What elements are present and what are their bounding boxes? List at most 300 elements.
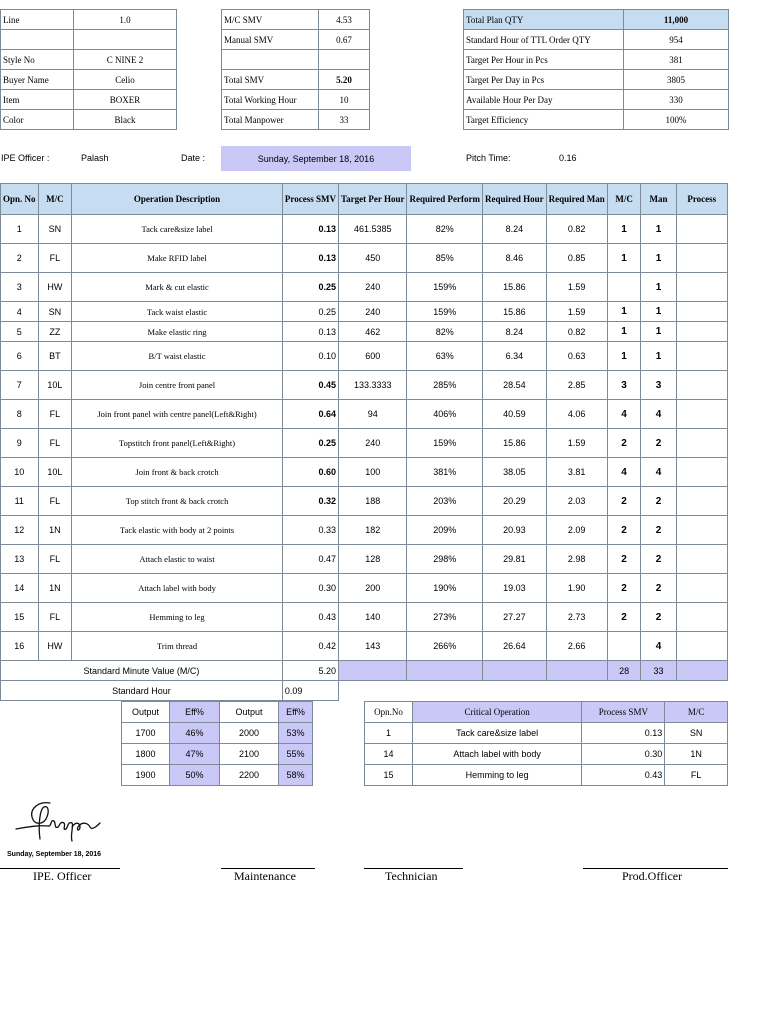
process-smv: 0.43 <box>282 603 338 632</box>
critical-smv: 0.13 <box>582 723 665 744</box>
process-smv: 0.32 <box>282 487 338 516</box>
column-header: M/C <box>607 184 641 215</box>
target-per-hour: 128 <box>338 545 407 574</box>
info-value: BOXER <box>74 90 177 110</box>
info-value: Black <box>74 110 177 130</box>
column-header: M/C <box>38 184 72 215</box>
required-hour: 19.03 <box>483 574 547 603</box>
efficiency-percent: 58% <box>279 765 313 786</box>
required-hour: 8.24 <box>483 322 547 342</box>
mc-count: 4 <box>607 458 641 487</box>
critical-operation: Tack care&size label <box>412 723 582 744</box>
info-row <box>464 70 729 90</box>
info-value: 11,000 <box>624 10 729 30</box>
critical-row <box>365 723 728 744</box>
machine-type: FL <box>38 487 72 516</box>
info-label: Total SMV <box>222 70 319 90</box>
opn-no: 12 <box>1 516 39 545</box>
required-hour: 20.29 <box>483 487 547 516</box>
operation-row <box>1 603 728 632</box>
required-perform: 203% <box>407 487 483 516</box>
required-hour: 15.86 <box>483 302 547 322</box>
process-smv: 0.64 <box>282 400 338 429</box>
critical-opn-no: 14 <box>365 744 413 765</box>
required-perform: 159% <box>407 429 483 458</box>
operation-description: Top stitch front & back crotch <box>72 487 283 516</box>
efficiency-header: Eff% <box>279 702 313 723</box>
style-info-body <box>1 10 177 130</box>
standard-hour-value: 0.09 <box>282 681 338 701</box>
info-label: Item <box>1 90 74 110</box>
column-header: Required Perform <box>407 184 483 215</box>
required-perform: 63% <box>407 342 483 371</box>
officer-label: IPE Officer : <box>1 153 50 163</box>
machine-type: BT <box>38 342 72 371</box>
opn-no: 14 <box>1 574 39 603</box>
info-label: Color <box>1 110 74 130</box>
process-smv: 0.45 <box>282 371 338 400</box>
man-count: 2 <box>641 429 676 458</box>
info-row <box>1 10 177 30</box>
mc-count: 2 <box>607 487 641 516</box>
required-man: 0.85 <box>546 244 607 273</box>
operation-row <box>1 371 728 400</box>
info-value <box>319 50 370 70</box>
info-row <box>464 30 729 50</box>
standard-hour-row <box>1 681 728 701</box>
required-perform: 85% <box>407 244 483 273</box>
smv-info-body <box>222 10 370 130</box>
required-man: 0.82 <box>546 322 607 342</box>
officer-name: Palash <box>81 153 109 163</box>
process-smv: 0.25 <box>282 273 338 302</box>
process-smv: 0.60 <box>282 458 338 487</box>
info-row <box>222 50 370 70</box>
process-smv: 0.33 <box>282 516 338 545</box>
signature-date: Sunday, September 18, 2016 <box>7 851 102 858</box>
opn-no: 9 <box>1 429 39 458</box>
opn-no: 7 <box>1 371 39 400</box>
operation-description: Attach elastic to waist <box>72 545 283 574</box>
efficiency-header: Output <box>220 702 279 723</box>
target-per-hour: 462 <box>338 322 407 342</box>
required-man: 0.82 <box>546 215 607 244</box>
mc-count <box>607 273 641 302</box>
man-count: 4 <box>641 458 676 487</box>
process-note <box>676 322 727 342</box>
info-value: 4.53 <box>319 10 370 30</box>
man-count: 1 <box>641 342 676 371</box>
machine-type: FL <box>38 244 72 273</box>
required-hour: 20.93 <box>483 516 547 545</box>
info-value: Celio <box>74 70 177 90</box>
required-hour: 40.59 <box>483 400 547 429</box>
critical-smv: 0.43 <box>582 765 665 786</box>
machine-type: FL <box>38 545 72 574</box>
style-info-table <box>0 9 177 130</box>
process-note <box>676 371 727 400</box>
operation-description: Tack care&size label <box>72 215 283 244</box>
process-smv: 0.42 <box>282 632 338 661</box>
opn-no: 11 <box>1 487 39 516</box>
operation-breakdown-table <box>0 183 728 701</box>
man-count: 1 <box>641 302 676 322</box>
info-row <box>464 50 729 70</box>
operation-description: B/T waist elastic <box>72 342 283 371</box>
required-hour: 6.34 <box>483 342 547 371</box>
info-label: Target Per Day in Pcs <box>464 70 624 90</box>
required-man: 1.59 <box>546 273 607 302</box>
info-label: Total Plan QTY <box>464 10 624 30</box>
info-value <box>74 30 177 50</box>
process-note <box>676 400 727 429</box>
required-man: 1.90 <box>546 574 607 603</box>
operation-description: Join front panel with centre panel(Left&Right) <box>72 400 283 429</box>
man-count: 3 <box>641 371 676 400</box>
efficiency-row <box>122 723 313 744</box>
required-perform: 159% <box>407 302 483 322</box>
critical-header-row <box>365 702 728 723</box>
operation-row <box>1 487 728 516</box>
info-value: 3805 <box>624 70 729 90</box>
machine-type: FL <box>38 603 72 632</box>
operation-rows <box>1 215 728 661</box>
operation-row <box>1 632 728 661</box>
smv-total-label: Standard Minute Value (M/C) <box>1 661 283 681</box>
critical-row <box>365 765 728 786</box>
required-hour: 15.86 <box>483 429 547 458</box>
info-label: M/C SMV <box>222 10 319 30</box>
info-label: Standard Hour of TTL Order QTY <box>464 30 624 50</box>
mc-count: 1 <box>607 342 641 371</box>
required-perform: 273% <box>407 603 483 632</box>
smv-total-row <box>1 661 728 681</box>
process-note <box>676 632 727 661</box>
mc-count: 3 <box>607 371 641 400</box>
column-header: Required Hour <box>483 184 547 215</box>
column-header: Man <box>641 184 676 215</box>
operation-row <box>1 215 728 244</box>
info-label: Buyer Name <box>1 70 74 90</box>
machine-type: FL <box>38 429 72 458</box>
process-note <box>676 429 727 458</box>
man-count: 2 <box>641 487 676 516</box>
info-label <box>1 30 74 50</box>
man-count: 4 <box>641 400 676 429</box>
required-hour: 8.46 <box>483 244 547 273</box>
man-count: 4 <box>641 632 676 661</box>
machine-type: FL <box>38 400 72 429</box>
target-per-hour: 100 <box>338 458 407 487</box>
process-note <box>676 603 727 632</box>
critical-opn-no: 1 <box>365 723 413 744</box>
critical-smv: 0.30 <box>582 744 665 765</box>
machine-type: SN <box>38 302 72 322</box>
required-perform: 82% <box>407 322 483 342</box>
info-row <box>1 50 177 70</box>
info-label: Total Manpower <box>222 110 319 130</box>
info-label: Available Hour Per Day <box>464 90 624 110</box>
required-man: 1.59 <box>546 302 607 322</box>
target-per-hour: 188 <box>338 487 407 516</box>
process-note <box>676 273 727 302</box>
target-per-hour: 240 <box>338 302 407 322</box>
process-note <box>676 215 727 244</box>
info-label: Total Working Hour <box>222 90 319 110</box>
technician-sign-label: Technician <box>385 869 438 883</box>
target-per-hour: 240 <box>338 273 407 302</box>
operation-description: Make elastic ring <box>72 322 283 342</box>
info-row <box>1 110 177 130</box>
operation-description: Trim thread <box>72 632 283 661</box>
info-row <box>1 30 177 50</box>
man-count: 2 <box>641 516 676 545</box>
mc-count <box>607 632 641 661</box>
process-smv: 0.13 <box>282 322 338 342</box>
process-smv: 0.30 <box>282 574 338 603</box>
column-header: Process SMV <box>282 184 338 215</box>
output-qty: 2200 <box>220 765 279 786</box>
smv-total-value: 5.20 <box>282 661 338 681</box>
info-row <box>222 90 370 110</box>
info-row <box>464 90 729 110</box>
efficiency-percent: 46% <box>170 723 220 744</box>
required-perform: 381% <box>407 458 483 487</box>
mc-count: 2 <box>607 574 641 603</box>
column-header: Required Man <box>546 184 607 215</box>
required-man: 2.09 <box>546 516 607 545</box>
smv-info-table <box>221 9 370 130</box>
mc-count: 2 <box>607 545 641 574</box>
info-value: 954 <box>624 30 729 50</box>
standard-hour-label: Standard Hour <box>1 681 283 701</box>
info-row <box>1 70 177 90</box>
required-hour: 27.27 <box>483 603 547 632</box>
info-row <box>222 30 370 50</box>
required-hour: 26.64 <box>483 632 547 661</box>
output-qty: 1700 <box>122 723 170 744</box>
required-man: 3.81 <box>546 458 607 487</box>
mc-count: 1 <box>607 215 641 244</box>
maintenance-sign-label: Maintenance <box>234 869 296 883</box>
process-note <box>676 342 727 371</box>
critical-operation: Hemming to leg <box>412 765 582 786</box>
opn-no: 10 <box>1 458 39 487</box>
date-label: Date : <box>181 153 206 163</box>
process-note <box>676 574 727 603</box>
process-note <box>676 302 727 322</box>
target-per-hour: 461.5385 <box>338 215 407 244</box>
info-row <box>464 110 729 130</box>
output-qty: 1900 <box>122 765 170 786</box>
process-smv: 0.13 <box>282 215 338 244</box>
info-row <box>464 10 729 30</box>
operation-row <box>1 516 728 545</box>
info-label: Target Per Hour in Pcs <box>464 50 624 70</box>
info-label <box>222 50 319 70</box>
man-count: 2 <box>641 603 676 632</box>
mc-count: 1 <box>607 244 641 273</box>
info-value: 10 <box>319 90 370 110</box>
info-row <box>1 90 177 110</box>
critical-operation: Attach label with body <box>412 744 582 765</box>
critical-header: Critical Operation <box>412 702 582 723</box>
required-hour: 38.05 <box>483 458 547 487</box>
required-man: 1.59 <box>546 429 607 458</box>
required-perform: 209% <box>407 516 483 545</box>
process-note <box>676 487 727 516</box>
target-per-hour: 240 <box>338 429 407 458</box>
machine-type: 1N <box>38 574 72 603</box>
mc-count: 4 <box>607 400 641 429</box>
info-row <box>222 10 370 30</box>
info-value: 100% <box>624 110 729 130</box>
info-value: C NINE 2 <box>74 50 177 70</box>
info-value: 330 <box>624 90 729 110</box>
mc-count: 2 <box>607 603 641 632</box>
operation-description: Tack waist elastic <box>72 302 283 322</box>
process-note <box>676 244 727 273</box>
output-qty: 2000 <box>220 723 279 744</box>
required-hour: 29.81 <box>483 545 547 574</box>
required-hour: 28.54 <box>483 371 547 400</box>
target-per-hour: 600 <box>338 342 407 371</box>
mc-count: 2 <box>607 516 641 545</box>
operation-row <box>1 400 728 429</box>
operation-row <box>1 322 728 342</box>
mc-count: 2 <box>607 429 641 458</box>
target-per-hour: 140 <box>338 603 407 632</box>
man-count: 2 <box>641 574 676 603</box>
process-smv: 0.25 <box>282 429 338 458</box>
pitch-time-label: Pitch Time: <box>466 153 511 163</box>
efficiency-row <box>122 765 313 786</box>
required-man: 4.06 <box>546 400 607 429</box>
efficiency-rows <box>122 723 313 786</box>
output-efficiency-table <box>121 701 313 786</box>
target-per-hour: 200 <box>338 574 407 603</box>
man-total: 33 <box>641 661 676 681</box>
efficiency-header: Eff% <box>170 702 220 723</box>
info-label: Manual SMV <box>222 30 319 50</box>
operation-row <box>1 574 728 603</box>
column-header: Target Per Hour <box>338 184 407 215</box>
target-per-hour: 450 <box>338 244 407 273</box>
machine-type: ZZ <box>38 322 72 342</box>
man-count: 1 <box>641 244 676 273</box>
required-perform: 298% <box>407 545 483 574</box>
process-note <box>676 516 727 545</box>
opn-no: 3 <box>1 273 39 302</box>
required-man: 2.66 <box>546 632 607 661</box>
process-note <box>676 545 727 574</box>
plan-info-table <box>463 9 729 130</box>
critical-header: Process SMV <box>582 702 665 723</box>
target-per-hour: 143 <box>338 632 407 661</box>
required-man: 0.63 <box>546 342 607 371</box>
output-qty: 2100 <box>220 744 279 765</box>
efficiency-percent: 55% <box>279 744 313 765</box>
man-count: 1 <box>641 273 676 302</box>
opn-no: 15 <box>1 603 39 632</box>
efficiency-header-row <box>122 702 313 723</box>
plan-info-body <box>464 10 729 130</box>
prod-officer-sign-label: Prod.Officer <box>622 869 683 883</box>
opn-no: 13 <box>1 545 39 574</box>
required-man: 2.85 <box>546 371 607 400</box>
operation-header-row <box>1 184 728 215</box>
opn-no: 16 <box>1 632 39 661</box>
operation-description: Hemming to leg <box>72 603 283 632</box>
critical-opn-no: 15 <box>365 765 413 786</box>
critical-row <box>365 744 728 765</box>
required-man: 2.03 <box>546 487 607 516</box>
mc-total: 28 <box>607 661 641 681</box>
column-header: Opn. No <box>1 184 39 215</box>
required-perform: 266% <box>407 632 483 661</box>
opn-no: 4 <box>1 302 39 322</box>
required-perform: 82% <box>407 215 483 244</box>
opn-no: 1 <box>1 215 39 244</box>
opn-no: 8 <box>1 400 39 429</box>
operation-row <box>1 302 728 322</box>
efficiency-row <box>122 744 313 765</box>
required-hour: 8.24 <box>483 215 547 244</box>
critical-mc: FL <box>665 765 728 786</box>
pitch-time-value: 0.16 <box>559 153 577 163</box>
operation-row <box>1 545 728 574</box>
process-smv: 0.10 <box>282 342 338 371</box>
machine-type: HW <box>38 632 72 661</box>
efficiency-percent: 50% <box>170 765 220 786</box>
ipe-officer-sign-label: IPE. Officer <box>33 869 92 883</box>
info-label: Line <box>1 10 74 30</box>
operation-description: Mark & cut elastic <box>72 273 283 302</box>
info-label: Style No <box>1 50 74 70</box>
mc-count: 1 <box>607 322 641 342</box>
required-perform: 285% <box>407 371 483 400</box>
required-man: 2.73 <box>546 603 607 632</box>
machine-type: 1N <box>38 516 72 545</box>
operation-row <box>1 273 728 302</box>
info-value: 1.0 <box>74 10 177 30</box>
process-note <box>676 458 727 487</box>
handwritten-signature <box>8 795 108 845</box>
required-perform: 159% <box>407 273 483 302</box>
machine-type: 10L <box>38 458 72 487</box>
opn-no: 2 <box>1 244 39 273</box>
info-value: 33 <box>319 110 370 130</box>
critical-rows <box>365 723 728 786</box>
opn-no: 5 <box>1 322 39 342</box>
date-value: Sunday, September 18, 2016 <box>221 146 411 171</box>
man-count: 1 <box>641 322 676 342</box>
operation-row <box>1 342 728 371</box>
required-perform: 406% <box>407 400 483 429</box>
target-per-hour: 182 <box>338 516 407 545</box>
info-row <box>222 70 370 90</box>
operation-description: Make RFID label <box>72 244 283 273</box>
efficiency-header: Output <box>122 702 170 723</box>
operation-description: Topstitch front panel(Left&Right) <box>72 429 283 458</box>
machine-type: 10L <box>38 371 72 400</box>
critical-header: Opn.No <box>365 702 413 723</box>
efficiency-percent: 47% <box>170 744 220 765</box>
required-man: 2.98 <box>546 545 607 574</box>
process-smv: 0.47 <box>282 545 338 574</box>
man-count: 2 <box>641 545 676 574</box>
machine-type: SN <box>38 215 72 244</box>
